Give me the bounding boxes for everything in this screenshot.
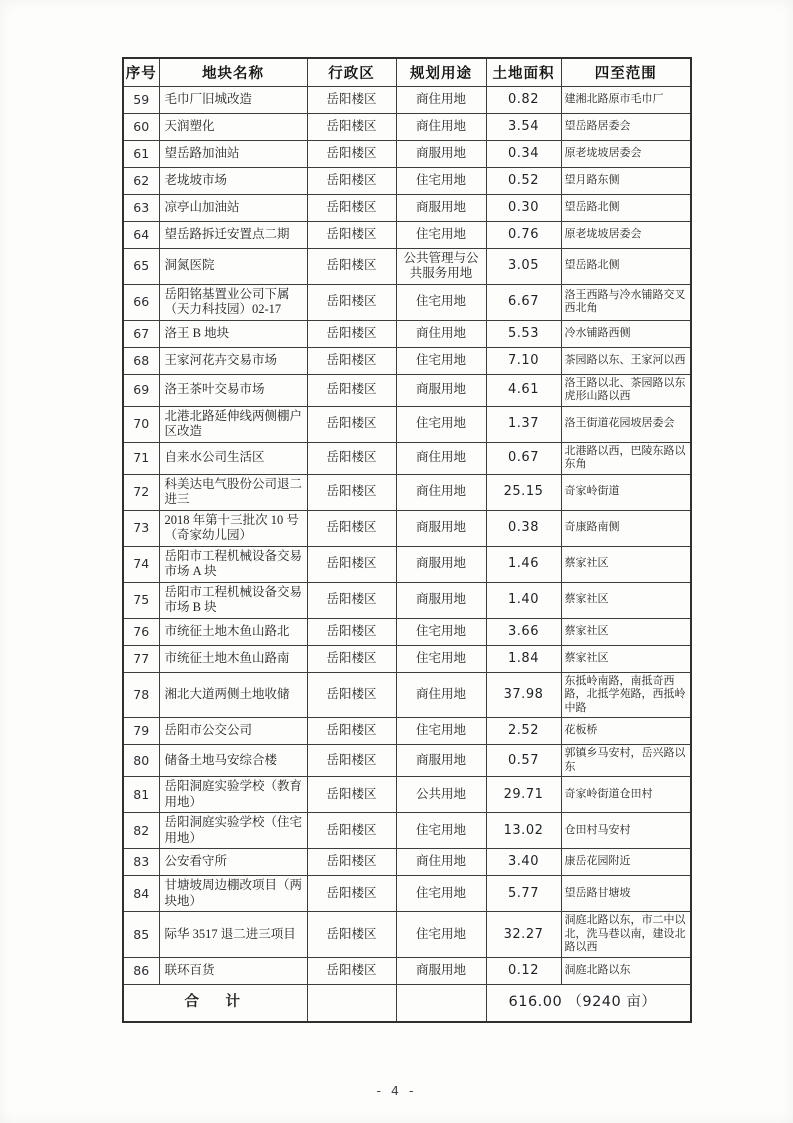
cell-no: 75 — [123, 582, 159, 618]
header-cell-name: 地块名称 — [159, 58, 307, 86]
cell-no: 78 — [123, 672, 159, 718]
cell-area: 1.84 — [486, 645, 561, 672]
cell-no: 61 — [123, 140, 159, 167]
cell-district: 岳阳楼区 — [307, 86, 396, 113]
cell-area: 3.66 — [486, 618, 561, 645]
cell-bounds: 洛王路以北、茶园路以东虎形山路以西 — [561, 374, 691, 406]
cell-no: 81 — [123, 777, 159, 813]
cell-name: 2018 年第十三批次 10 号（奇家幼儿园） — [159, 510, 307, 546]
cell-bounds: 望月路东侧 — [561, 167, 691, 194]
cell-area: 3.05 — [486, 248, 561, 284]
cell-name: 际华 3517 退二进三项目 — [159, 912, 307, 958]
cell-bounds: 蔡家社区 — [561, 582, 691, 618]
table-row — [123, 777, 691, 813]
cell-use: 住宅用地 — [396, 347, 486, 374]
cell-use: 商住用地 — [396, 672, 486, 718]
cell-name: 北港北路延伸线两侧棚户区改造 — [159, 406, 307, 442]
cell-use: 住宅用地 — [396, 645, 486, 672]
cell-area: 0.67 — [486, 442, 561, 474]
cell-use: 住宅用地 — [396, 718, 486, 745]
cell-area: 5.77 — [486, 876, 561, 912]
table-row — [123, 86, 691, 113]
cell-area: 32.27 — [486, 912, 561, 958]
cell-area: 6.67 — [486, 284, 561, 320]
cell-no: 73 — [123, 510, 159, 546]
cell-use: 住宅用地 — [396, 813, 486, 849]
table-row — [123, 718, 691, 745]
total-row — [123, 984, 691, 1022]
header-row — [123, 58, 691, 86]
cell-bounds: 原老垅坡居委会 — [561, 221, 691, 248]
cell-area: 0.52 — [486, 167, 561, 194]
cell-no: 64 — [123, 221, 159, 248]
cell-name: 岳阳市公交公司 — [159, 718, 307, 745]
cell-use: 商住用地 — [396, 86, 486, 113]
cell-district: 岳阳楼区 — [307, 167, 396, 194]
cell-area: 1.37 — [486, 406, 561, 442]
cell-no: 79 — [123, 718, 159, 745]
cell-area: 0.30 — [486, 194, 561, 221]
cell-name: 甘塘坡周边棚改项目（两块地） — [159, 876, 307, 912]
total-label-cell: 合 计 — [123, 984, 307, 1022]
cell-district: 岳阳楼区 — [307, 912, 396, 958]
cell-bounds: 北港路以西，巴陵东路以东角 — [561, 442, 691, 474]
cell-name: 老垅坡市场 — [159, 167, 307, 194]
table-row — [123, 957, 691, 984]
table-row — [123, 745, 691, 777]
cell-name: 岳阳市工程机械设备交易市场 B 块 — [159, 582, 307, 618]
cell-no: 59 — [123, 86, 159, 113]
cell-district: 岳阳楼区 — [307, 813, 396, 849]
cell-bounds: 望岳路北侧 — [561, 194, 691, 221]
cell-bounds: 茶园路以东、王家河以西 — [561, 347, 691, 374]
cell-no: 63 — [123, 194, 159, 221]
cell-name: 洞氮医院 — [159, 248, 307, 284]
table-row — [123, 320, 691, 347]
cell-area: 0.76 — [486, 221, 561, 248]
cell-district: 岳阳楼区 — [307, 347, 396, 374]
cell-name: 市统征土地木鱼山路北 — [159, 618, 307, 645]
cell-no: 76 — [123, 618, 159, 645]
total-area-cell: 616.00 （9240 亩） — [486, 984, 691, 1022]
table-row — [123, 876, 691, 912]
cell-use: 商住用地 — [396, 474, 486, 510]
cell-no: 85 — [123, 912, 159, 958]
cell-name: 望岳路拆迁安置点二期 — [159, 221, 307, 248]
cell-use: 住宅用地 — [396, 618, 486, 645]
cell-name: 科美达电气股份公司退二进三 — [159, 474, 307, 510]
cell-district: 岳阳楼区 — [307, 374, 396, 406]
cell-name: 岳阳洞庭实验学校（住宅用地） — [159, 813, 307, 849]
cell-area: 3.54 — [486, 113, 561, 140]
cell-district: 岳阳楼区 — [307, 248, 396, 284]
cell-district: 岳阳楼区 — [307, 672, 396, 718]
cell-area: 3.40 — [486, 849, 561, 876]
cell-district: 岳阳楼区 — [307, 618, 396, 645]
cell-area: 0.57 — [486, 745, 561, 777]
cell-bounds: 仓田村马安村 — [561, 813, 691, 849]
header-cell-district: 行政区 — [307, 58, 396, 86]
cell-area: 5.53 — [486, 320, 561, 347]
cell-area: 0.38 — [486, 510, 561, 546]
cell-name: 洛王 B 地块 — [159, 320, 307, 347]
table-row — [123, 546, 691, 582]
cell-bounds: 冷水铺路西侧 — [561, 320, 691, 347]
table-row — [123, 347, 691, 374]
cell-no: 72 — [123, 474, 159, 510]
header-cell-use: 规划用途 — [396, 58, 486, 86]
cell-no: 86 — [123, 957, 159, 984]
cell-no: 62 — [123, 167, 159, 194]
cell-area: 0.34 — [486, 140, 561, 167]
cell-district: 岳阳楼区 — [307, 849, 396, 876]
cell-use: 住宅用地 — [396, 912, 486, 958]
cell-name: 天润塑化 — [159, 113, 307, 140]
cell-district: 岳阳楼区 — [307, 140, 396, 167]
table-row — [123, 248, 691, 284]
cell-district: 岳阳楼区 — [307, 745, 396, 777]
cell-name: 联环百货 — [159, 957, 307, 984]
cell-bounds: 花板桥 — [561, 718, 691, 745]
cell-no: 70 — [123, 406, 159, 442]
cell-district: 岳阳楼区 — [307, 957, 396, 984]
header-cell-no: 序号 — [123, 58, 159, 86]
cell-area: 37.98 — [486, 672, 561, 718]
cell-name: 公安看守所 — [159, 849, 307, 876]
cell-name: 储备土地马安综合楼 — [159, 745, 307, 777]
cell-no: 66 — [123, 284, 159, 320]
table-row — [123, 672, 691, 718]
cell-area: 13.02 — [486, 813, 561, 849]
table-row — [123, 406, 691, 442]
cell-district: 岳阳楼区 — [307, 406, 396, 442]
header-cell-area: 土地面积 — [486, 58, 561, 86]
cell-no: 60 — [123, 113, 159, 140]
table-body — [123, 86, 691, 984]
cell-name: 自来水公司生活区 — [159, 442, 307, 474]
cell-use: 商住用地 — [396, 113, 486, 140]
table-row — [123, 442, 691, 474]
cell-use: 商服用地 — [396, 582, 486, 618]
cell-area: 1.46 — [486, 546, 561, 582]
cell-no: 74 — [123, 546, 159, 582]
cell-use: 商住用地 — [396, 442, 486, 474]
cell-district: 岳阳楼区 — [307, 194, 396, 221]
cell-area: 1.40 — [486, 582, 561, 618]
cell-use: 住宅用地 — [396, 284, 486, 320]
table-row — [123, 582, 691, 618]
cell-area: 0.82 — [486, 86, 561, 113]
table-row — [123, 618, 691, 645]
cell-use: 商服用地 — [396, 194, 486, 221]
cell-bounds: 蔡家社区 — [561, 645, 691, 672]
table-row — [123, 912, 691, 958]
cell-bounds: 洛王西路与冷水铺路交叉西北角 — [561, 284, 691, 320]
page-number: - 4 - — [376, 1083, 417, 1098]
table-row — [123, 194, 691, 221]
cell-district: 岳阳楼区 — [307, 284, 396, 320]
table-row — [123, 474, 691, 510]
cell-district: 岳阳楼区 — [307, 510, 396, 546]
table-row — [123, 374, 691, 406]
cell-use: 商服用地 — [396, 745, 486, 777]
table-row — [123, 510, 691, 546]
cell-bounds: 洛王街道花园坡居委会 — [561, 406, 691, 442]
cell-name: 毛巾厂旧城改造 — [159, 86, 307, 113]
cell-bounds: 东抵岭南路，南抵奇西路，北抵学苑路，西抵岭中路 — [561, 672, 691, 718]
cell-name: 岳阳洞庭实验学校（教育用地） — [159, 777, 307, 813]
cell-no: 82 — [123, 813, 159, 849]
cell-district: 岳阳楼区 — [307, 221, 396, 248]
cell-use: 商住用地 — [396, 320, 486, 347]
cell-district: 岳阳楼区 — [307, 718, 396, 745]
cell-district: 岳阳楼区 — [307, 582, 396, 618]
cell-bounds: 奇家岭街道 — [561, 474, 691, 510]
cell-use: 住宅用地 — [396, 406, 486, 442]
cell-use: 公共用地 — [396, 777, 486, 813]
cell-district: 岳阳楼区 — [307, 645, 396, 672]
cell-use: 住宅用地 — [396, 221, 486, 248]
cell-district: 岳阳楼区 — [307, 442, 396, 474]
cell-no: 69 — [123, 374, 159, 406]
cell-bounds: 望岳路居委会 — [561, 113, 691, 140]
total-empty-district-cell — [307, 984, 396, 1022]
cell-name: 湘北大道两侧土地收储 — [159, 672, 307, 718]
cell-use: 公共管理与公共服务用地 — [396, 248, 486, 284]
header-cell-bounds: 四至范围 — [561, 58, 691, 86]
cell-no: 77 — [123, 645, 159, 672]
cell-bounds: 康岳花园附近 — [561, 849, 691, 876]
cell-area: 4.61 — [486, 374, 561, 406]
cell-bounds: 建湘北路原市毛巾厂 — [561, 86, 691, 113]
table-row — [123, 221, 691, 248]
cell-no: 83 — [123, 849, 159, 876]
cell-name: 岳阳市工程机械设备交易市场 A 块 — [159, 546, 307, 582]
cell-no: 68 — [123, 347, 159, 374]
table-row — [123, 140, 691, 167]
cell-district: 岳阳楼区 — [307, 320, 396, 347]
cell-bounds: 奇康路南侧 — [561, 510, 691, 546]
cell-use: 住宅用地 — [396, 167, 486, 194]
cell-name: 望岳路加油站 — [159, 140, 307, 167]
cell-no: 67 — [123, 320, 159, 347]
table-row — [123, 113, 691, 140]
cell-name: 凉亭山加油站 — [159, 194, 307, 221]
cell-name: 王家河花卉交易市场 — [159, 347, 307, 374]
table-row — [123, 167, 691, 194]
land-parcel-table — [122, 57, 692, 1023]
cell-bounds: 望岳路甘塘坡 — [561, 876, 691, 912]
cell-no: 80 — [123, 745, 159, 777]
cell-use: 商服用地 — [396, 374, 486, 406]
cell-bounds: 奇家岭街道仓田村 — [561, 777, 691, 813]
cell-bounds: 蔡家社区 — [561, 618, 691, 645]
cell-no: 65 — [123, 248, 159, 284]
cell-district: 岳阳楼区 — [307, 777, 396, 813]
cell-no: 71 — [123, 442, 159, 474]
cell-area: 7.10 — [486, 347, 561, 374]
cell-area: 25.15 — [486, 474, 561, 510]
cell-area: 29.71 — [486, 777, 561, 813]
cell-bounds: 郭镇乡马安村，岳兴路以东 — [561, 745, 691, 777]
total-empty-use-cell — [396, 984, 486, 1022]
cell-use: 商服用地 — [396, 140, 486, 167]
cell-district: 岳阳楼区 — [307, 474, 396, 510]
cell-bounds: 原老垅坡居委会 — [561, 140, 691, 167]
table-row — [123, 284, 691, 320]
cell-use: 商服用地 — [396, 510, 486, 546]
cell-use: 商服用地 — [396, 546, 486, 582]
cell-area: 2.52 — [486, 718, 561, 745]
cell-name: 岳阳铭基置业公司下属（天力科技园）02-17 — [159, 284, 307, 320]
table-row — [123, 645, 691, 672]
cell-district: 岳阳楼区 — [307, 113, 396, 140]
table-row — [123, 849, 691, 876]
cell-bounds: 洞庭北路以东，市二中以北，洗马巷以南，建设北路以西 — [561, 912, 691, 958]
cell-bounds: 蔡家社区 — [561, 546, 691, 582]
cell-use: 住宅用地 — [396, 876, 486, 912]
table-row — [123, 813, 691, 849]
cell-bounds: 望岳路北侧 — [561, 248, 691, 284]
cell-district: 岳阳楼区 — [307, 876, 396, 912]
cell-district: 岳阳楼区 — [307, 546, 396, 582]
cell-no: 84 — [123, 876, 159, 912]
cell-name: 洛王茶叶交易市场 — [159, 374, 307, 406]
cell-area: 0.12 — [486, 957, 561, 984]
cell-name: 市统征土地木鱼山路南 — [159, 645, 307, 672]
cell-use: 商服用地 — [396, 957, 486, 984]
cell-use: 商住用地 — [396, 849, 486, 876]
cell-bounds: 洞庭北路以东 — [561, 957, 691, 984]
